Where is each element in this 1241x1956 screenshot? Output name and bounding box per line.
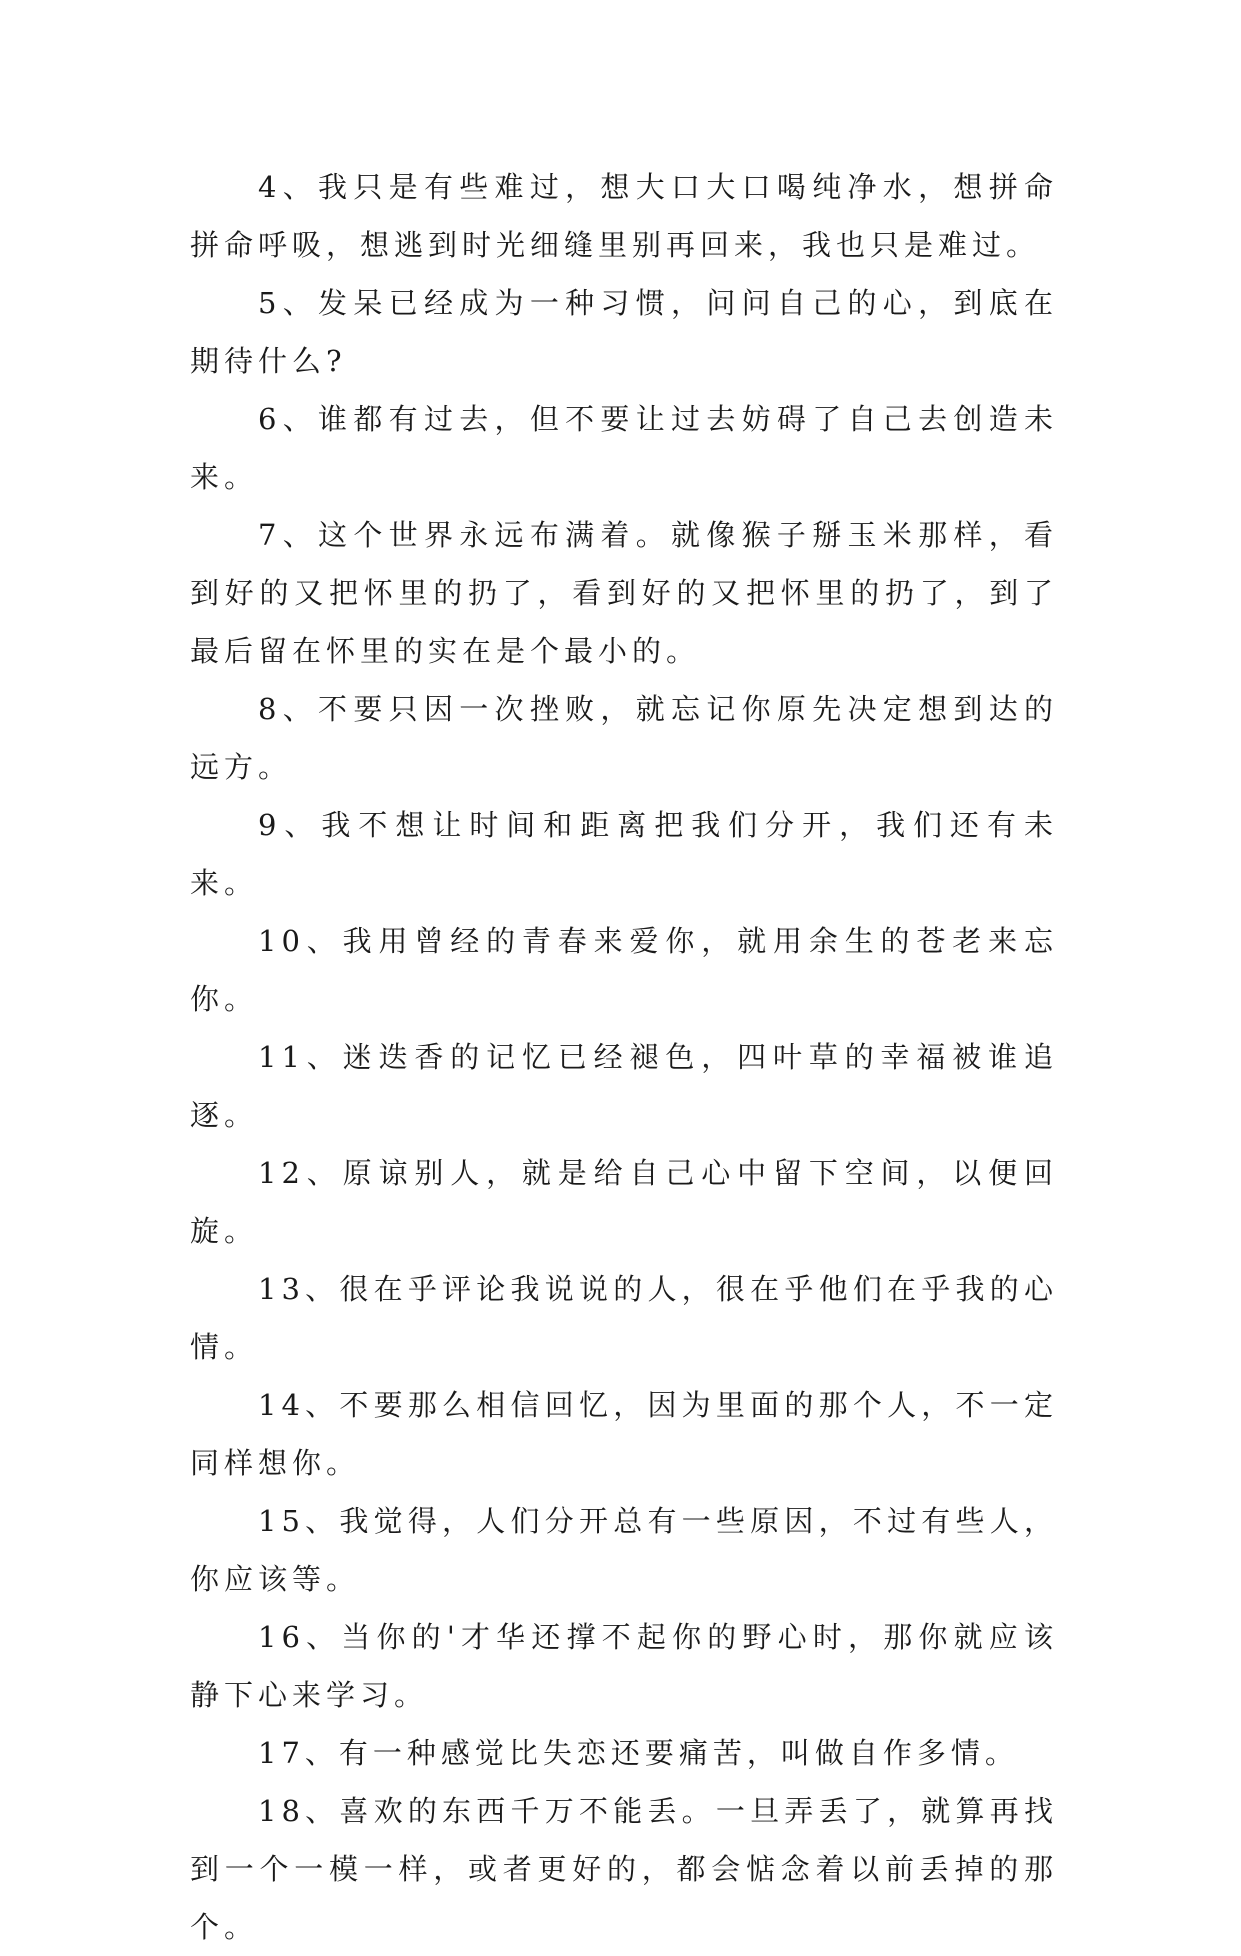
paragraph: 11、迷迭香的记忆已经褪色，四叶草的幸福被谁追逐。 (190, 1040, 1058, 1132)
paragraph: 6、谁都有过去，但不要让过去妨碍了自己去创造未来。 (190, 402, 1058, 494)
paragraph: 4、我只是有些难过，想大口大口喝纯净水，想拼命拼命呼吸，想逃到时光细缝里别再回来，我也只是难过。 (190, 170, 1058, 262)
paragraph: 7、这个世界永远布满着。就像猴子掰玉米那样，看到好的又把怀里的扔了，看到好的又把怀里的扔了，到了最后留在怀里的实在是个最小的。 (190, 518, 1058, 668)
paragraph: 13、很在乎评论我说说的人，很在乎他们在乎我的心情。 (190, 1272, 1058, 1364)
paragraph: 9、我不想让时间和距离把我们分开，我们还有未来。 (190, 808, 1058, 900)
paragraph: 17、有一种感觉比失恋还要痛苦，叫做自作多情。 (258, 1736, 1019, 1770)
paragraph: 10、我用曾经的青春来爱你，就用余生的苍老来忘你。 (190, 924, 1058, 1016)
paragraph: 16、当你的'才华还撑不起你的野心时，那你就应该静下心来学习。 (190, 1620, 1058, 1712)
paragraph: 14、不要那么相信回忆，因为里面的那个人，不一定同样想你。 (190, 1388, 1058, 1480)
paragraph: 8、不要只因一次挫败，就忘记你原先决定想到达的远方。 (190, 692, 1058, 784)
paragraph: 12、原谅别人，就是给自己心中留下空间，以便回旋。 (190, 1156, 1058, 1248)
paragraph: 15、我觉得，人们分开总有一些原因，不过有些人，你应该等。 (190, 1504, 1058, 1596)
paragraph: 5、发呆已经成为一种习惯，问问自己的心，到底在期待什么? (190, 286, 1058, 378)
document-body (190, 158, 1058, 1956)
paragraph: 18、喜欢的东西千万不能丢。一旦弄丢了，就算再找到一个一模一样，或者更好的，都会惦念着以前丢掉的那个。 (190, 1794, 1058, 1944)
